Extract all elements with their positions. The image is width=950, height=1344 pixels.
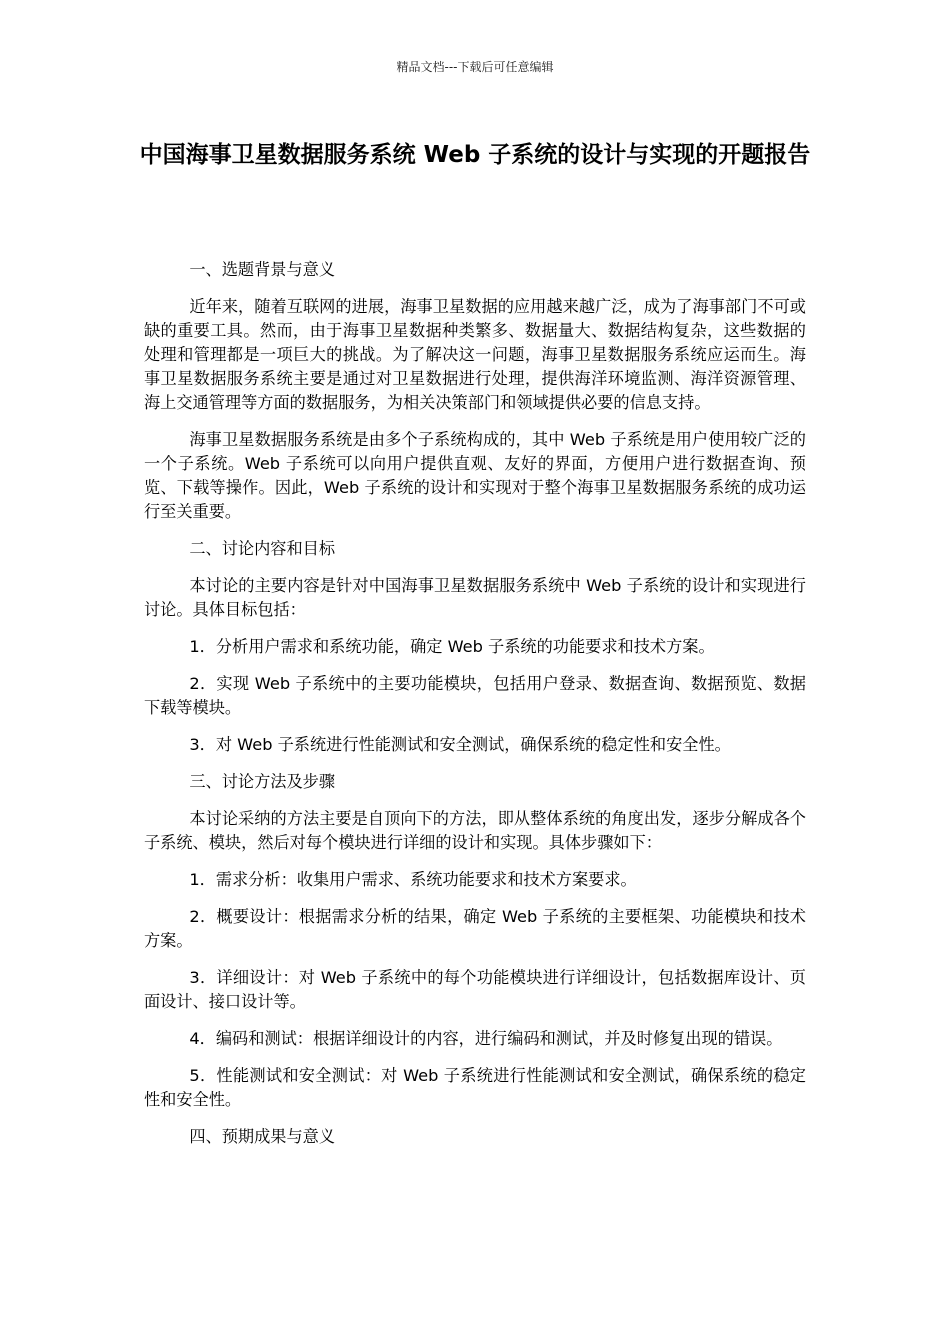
list-item: 3．对 Web 子系统进行性能测试和安全测试，确保系统的稳定性和安全性。	[189, 735, 731, 754]
list-item: 2．概要设计：根据需求分析的结果，确定 Web 子系统的主要框架、功能模块和技术方案。	[144, 907, 806, 950]
list-item: 2．实现 Web 子系统中的主要功能模块，包括用户登录、数据查询、数据预览、数据下载等模块。	[144, 674, 806, 717]
list-item: 1．分析用户需求和系统功能，确定 Web 子系统的功能要求和技术方案。	[189, 637, 715, 656]
paragraph: 本讨论采纳的方法主要是自顶向下的方法，即从整体系统的角度出发，逐步分解成各个子系统、模块，然后对每个模块进行详细的设计和实现。具体步骤如下：	[144, 809, 806, 852]
section-heading-methods: 三、讨论方法及步骤	[189, 772, 336, 791]
list-item: 1．需求分析：收集用户需求、系统功能要求和技术方案要求。	[189, 870, 637, 889]
list-item: 3．详细设计：对 Web 子系统中的每个功能模块进行详细设计，包括数据库设计、页面设计、接口设计等。	[144, 968, 806, 1011]
section-heading-content-goals: 二、讨论内容和目标	[189, 539, 336, 558]
header-note: 精品文档---下载后可任意编辑	[396, 60, 554, 74]
list-item: 5．性能测试和安全测试：对 Web 子系统进行性能测试和安全测试，确保系统的稳定性和安全性。	[144, 1066, 806, 1109]
page-title: 中国海事卫星数据服务系统 Web 子系统的设计与实现的开题报告	[139, 142, 811, 168]
paragraph: 海事卫星数据服务系统是由多个子系统构成的，其中 Web 子系统是用户使用较广泛的一个子系统。Web 子系统可以向用户提供直观、友好的界面，方便用户进行数据查询、预览、下载等操作。因此，Web 子系统的设计和实现对于整个海事卫星数据服务系统的成功运行至关重要。	[144, 430, 806, 521]
document-body	[144, 258, 806, 1149]
paragraph: 近年来，随着互联网的进展，海事卫星数据的应用越来越广泛，成为了海事部门不可或缺的重要工具。然而，由于海事卫星数据种类繁多、数据量大、数据结构复杂，这些数据的处理和管理都是一项巨大的挑战。为了解决这一问题，海事卫星数据服务系统应运而生。海事卫星数据服务系统主要是通过对卫星数据进行处理，提供海洋环境监测、海洋资源管理、海上交通管理等方面的数据服务，为相关决策部门和领域提供必要的信息支持。	[144, 297, 806, 412]
section-heading-expected-results: 四、预期成果与意义	[189, 1127, 336, 1146]
paragraph: 本讨论的主要内容是针对中国海事卫星数据服务系统中 Web 子系统的设计和实现进行讨论。具体目标包括：	[144, 576, 806, 619]
section-heading-background: 一、选题背景与意义	[189, 260, 336, 279]
list-item: 4．编码和测试：根据详细设计的内容，进行编码和测试，并及时修复出现的错误。	[189, 1029, 783, 1048]
